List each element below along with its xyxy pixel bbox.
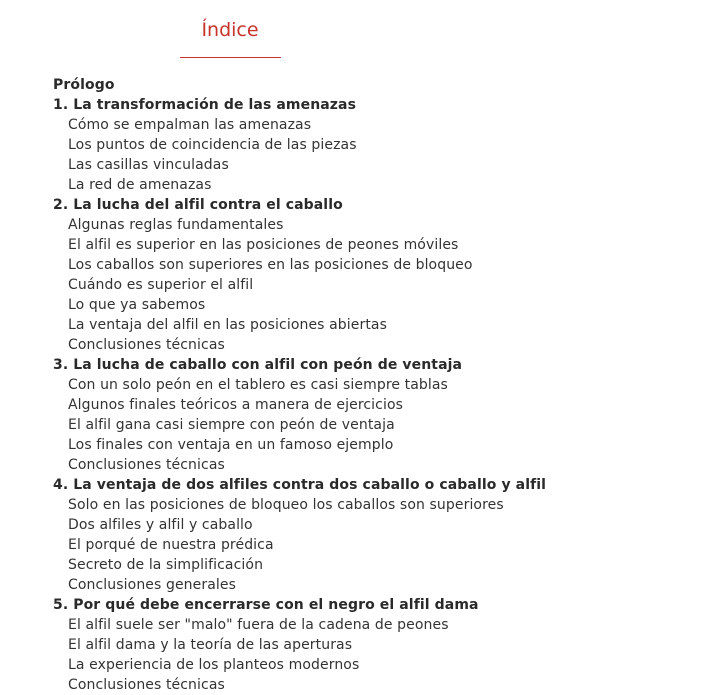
toc-section-item[interactable]: La experiencia de los planteos modernos: [68, 657, 360, 673]
toc-section-item[interactable]: Secreto de la simplificación: [68, 557, 264, 573]
toc-section-item[interactable]: Con un solo peón en el tablero es casi siempre tablas: [68, 377, 448, 393]
toc-chapter-heading[interactable]: 1. La transformación de las amenazas: [53, 97, 357, 113]
toc-section-item[interactable]: Algunos finales teóricos a manera de ejercicios: [68, 397, 404, 413]
toc-section-item[interactable]: Los puntos de coincidencia de las piezas: [68, 137, 357, 153]
title-underline: [180, 57, 281, 58]
toc-section-item[interactable]: Lo que ya sabemos: [68, 297, 206, 313]
toc-section-item[interactable]: Las casillas vinculadas: [68, 157, 229, 173]
toc-section-item[interactable]: Conclusiones generales: [68, 577, 236, 593]
toc-chapter-heading[interactable]: 3. La lucha de caballo con alfil con peón de ventaja: [53, 357, 463, 373]
toc-section-item[interactable]: El porqué de nuestra prédica: [68, 537, 274, 553]
toc-section-item[interactable]: El alfil gana casi siempre con peón de ventaja: [68, 417, 395, 433]
toc-section-item[interactable]: Los caballos son superiores en las posiciones de bloqueo: [68, 257, 473, 273]
toc-section-item[interactable]: Cómo se empalman las amenazas: [68, 117, 312, 133]
toc-section-item[interactable]: Dos alfiles y alfil y caballo: [68, 517, 253, 533]
toc-section-item[interactable]: Algunas reglas fundamentales: [68, 217, 284, 233]
toc-section-item[interactable]: Cuándo es superior el alfil: [68, 277, 254, 293]
toc-section-item[interactable]: La ventaja del alfil en las posiciones abiertas: [68, 317, 388, 333]
toc-section-item[interactable]: La red de amenazas: [68, 177, 212, 193]
table-of-contents: [53, 75, 546, 695]
page-title: Índice: [201, 19, 259, 41]
toc-section-item[interactable]: Conclusiones técnicas: [68, 457, 225, 473]
toc-section-item[interactable]: Los finales con ventaja en un famoso ejemplo: [68, 437, 394, 453]
toc-section-item[interactable]: Conclusiones técnicas: [68, 677, 225, 693]
toc-section-item[interactable]: El alfil suele ser "malo" fuera de la cadena de peones: [68, 617, 449, 633]
toc-section-item[interactable]: El alfil es superior en las posiciones de peones móviles: [68, 237, 459, 253]
toc-section-item[interactable]: Solo en las posiciones de bloqueo los caballos son superiores: [68, 497, 504, 513]
toc-chapter-heading[interactable]: Prólogo: [53, 77, 115, 93]
toc-section-item[interactable]: El alfil dama y la teoría de las aperturas: [68, 637, 353, 653]
toc-chapter-heading[interactable]: 4. La ventaja de dos alfiles contra dos caballo o caballo y alfil: [53, 477, 547, 493]
toc-chapter-heading[interactable]: 2. La lucha del alfil contra el caballo: [53, 197, 343, 213]
toc-section-item[interactable]: Conclusiones técnicas: [68, 337, 225, 353]
toc-chapter-heading[interactable]: 5. Por qué debe encerrarse con el negro el alfil dama: [53, 597, 479, 613]
